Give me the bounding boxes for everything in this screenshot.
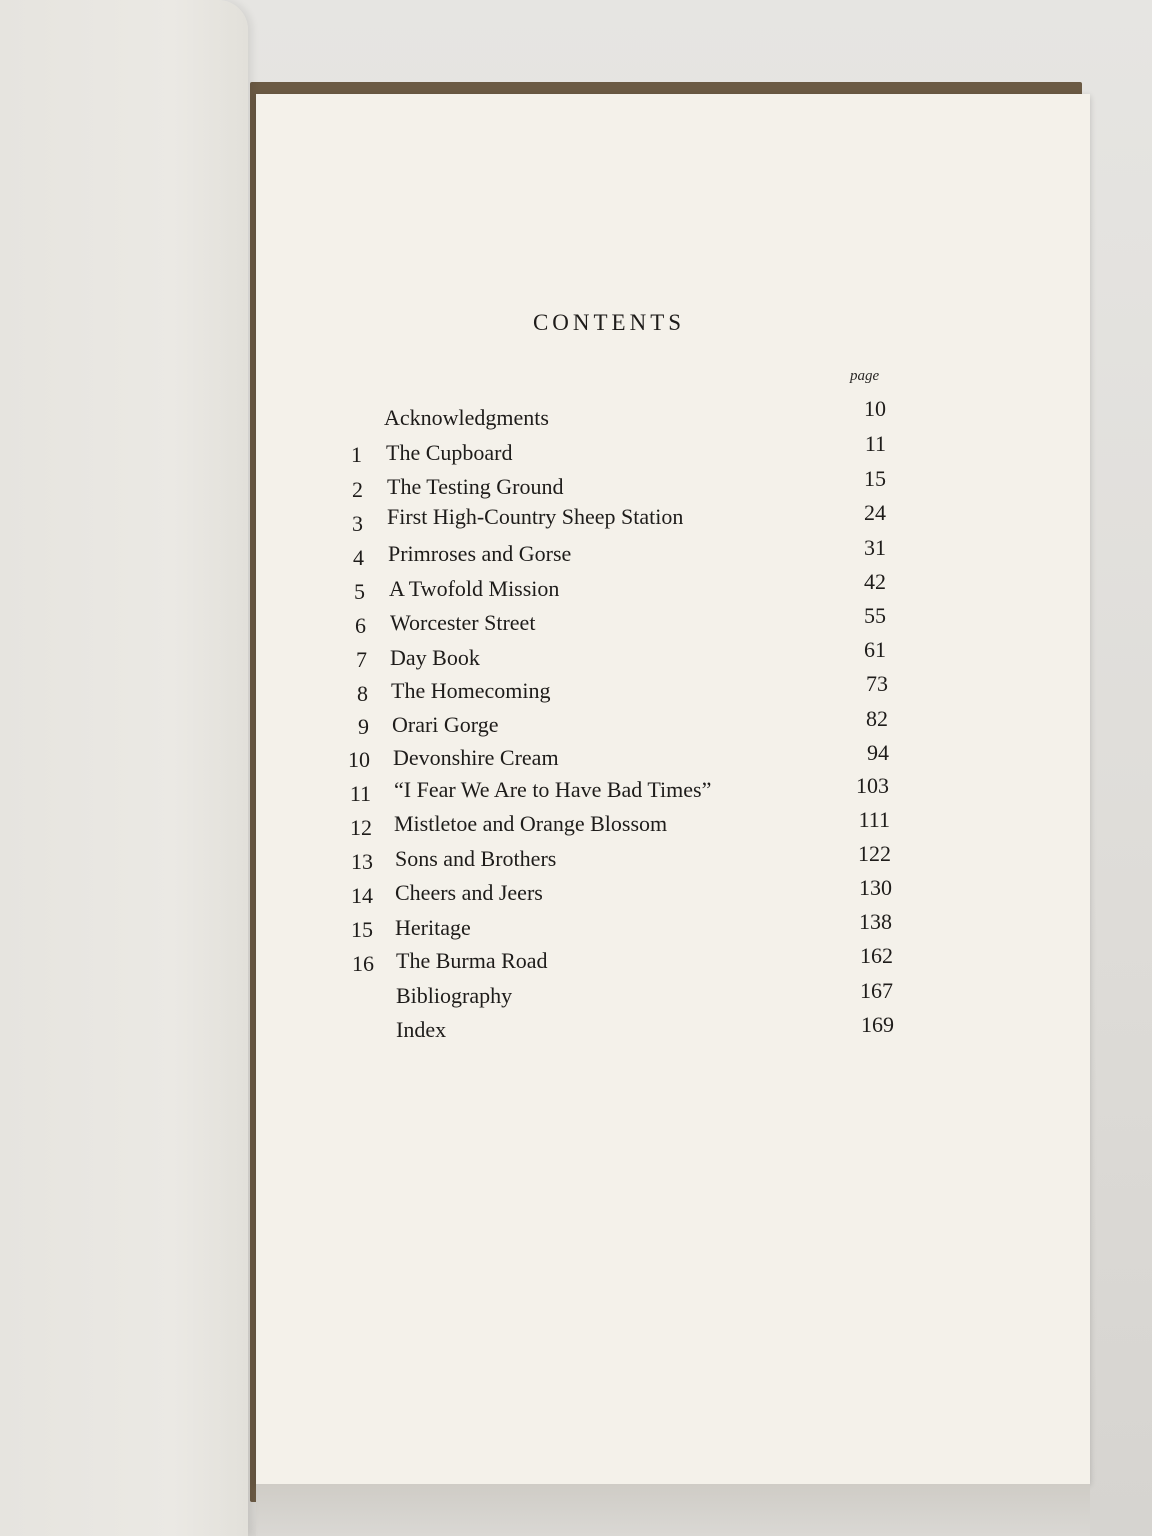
toc-number: 7 [356, 647, 367, 672]
toc-title: Mistletoe and Orange Blossom [394, 811, 668, 836]
toc-title: Bibliography [396, 983, 513, 1008]
toc-title: Primroses and Gorse [388, 541, 572, 566]
toc-page: 61 [864, 637, 886, 662]
toc-page: 162 [860, 943, 893, 968]
page-shadow [256, 1484, 1090, 1536]
toc-page: 24 [864, 500, 886, 525]
toc-title: The Cupboard [386, 440, 513, 465]
toc-title: Heritage [395, 915, 471, 940]
toc-title: First High-Country Sheep Station [387, 504, 684, 529]
toc-title: “I Fear We Are to Have Bad Times” [394, 777, 712, 802]
toc-number: 1 [351, 442, 362, 467]
toc-page: 169 [861, 1012, 894, 1037]
toc-number: 16 [352, 951, 374, 976]
toc-page: 130 [859, 875, 892, 900]
toc-number: 10 [348, 747, 370, 772]
toc-title: Day Book [390, 645, 480, 670]
toc-page: 42 [864, 569, 886, 594]
toc-title: Cheers and Jeers [395, 880, 543, 905]
toc-title: Orari Gorge [392, 712, 499, 737]
toc-page: 73 [866, 671, 888, 696]
toc-number: 8 [357, 681, 368, 706]
toc-number: 15 [351, 917, 373, 942]
page-column-label: page [850, 368, 880, 384]
toc-title: Worcester Street [390, 610, 536, 635]
toc-title: The Burma Road [396, 948, 548, 973]
toc-page: 11 [864, 431, 886, 456]
toc-page: 167 [860, 978, 893, 1003]
toc-number: 13 [351, 849, 373, 874]
toc-number: 6 [355, 613, 366, 638]
left-page [0, 0, 248, 1536]
toc-title: The Homecoming [391, 678, 551, 703]
toc-title: Acknowledgments [384, 405, 549, 430]
toc-page: 94 [867, 740, 889, 765]
toc-number: 12 [350, 815, 372, 840]
toc-title: Sons and Brothers [395, 846, 557, 871]
toc-page: 138 [859, 909, 892, 934]
toc-title: A Twofold Mission [389, 576, 560, 601]
toc-number: 2 [352, 477, 363, 502]
toc-page: 82 [866, 706, 888, 731]
toc-title: Devonshire Cream [393, 745, 559, 770]
toc-page: 103 [856, 773, 889, 798]
contents-heading: CONTENTS [532, 310, 686, 335]
toc-number: 4 [353, 545, 364, 570]
toc-page: 111 [858, 807, 890, 832]
toc-title: The Testing Ground [387, 474, 564, 499]
toc-title: Index [396, 1017, 447, 1042]
toc-number: 3 [352, 511, 363, 536]
toc-number: 14 [351, 883, 373, 908]
toc-number: 5 [354, 579, 365, 604]
toc-page: 10 [864, 396, 886, 421]
toc-page: 31 [864, 535, 886, 560]
toc-page: 122 [858, 841, 891, 866]
toc-page: 55 [864, 603, 886, 628]
toc-number: 11 [349, 781, 371, 806]
toc-page: 15 [864, 466, 886, 491]
toc-number: 9 [358, 714, 369, 739]
